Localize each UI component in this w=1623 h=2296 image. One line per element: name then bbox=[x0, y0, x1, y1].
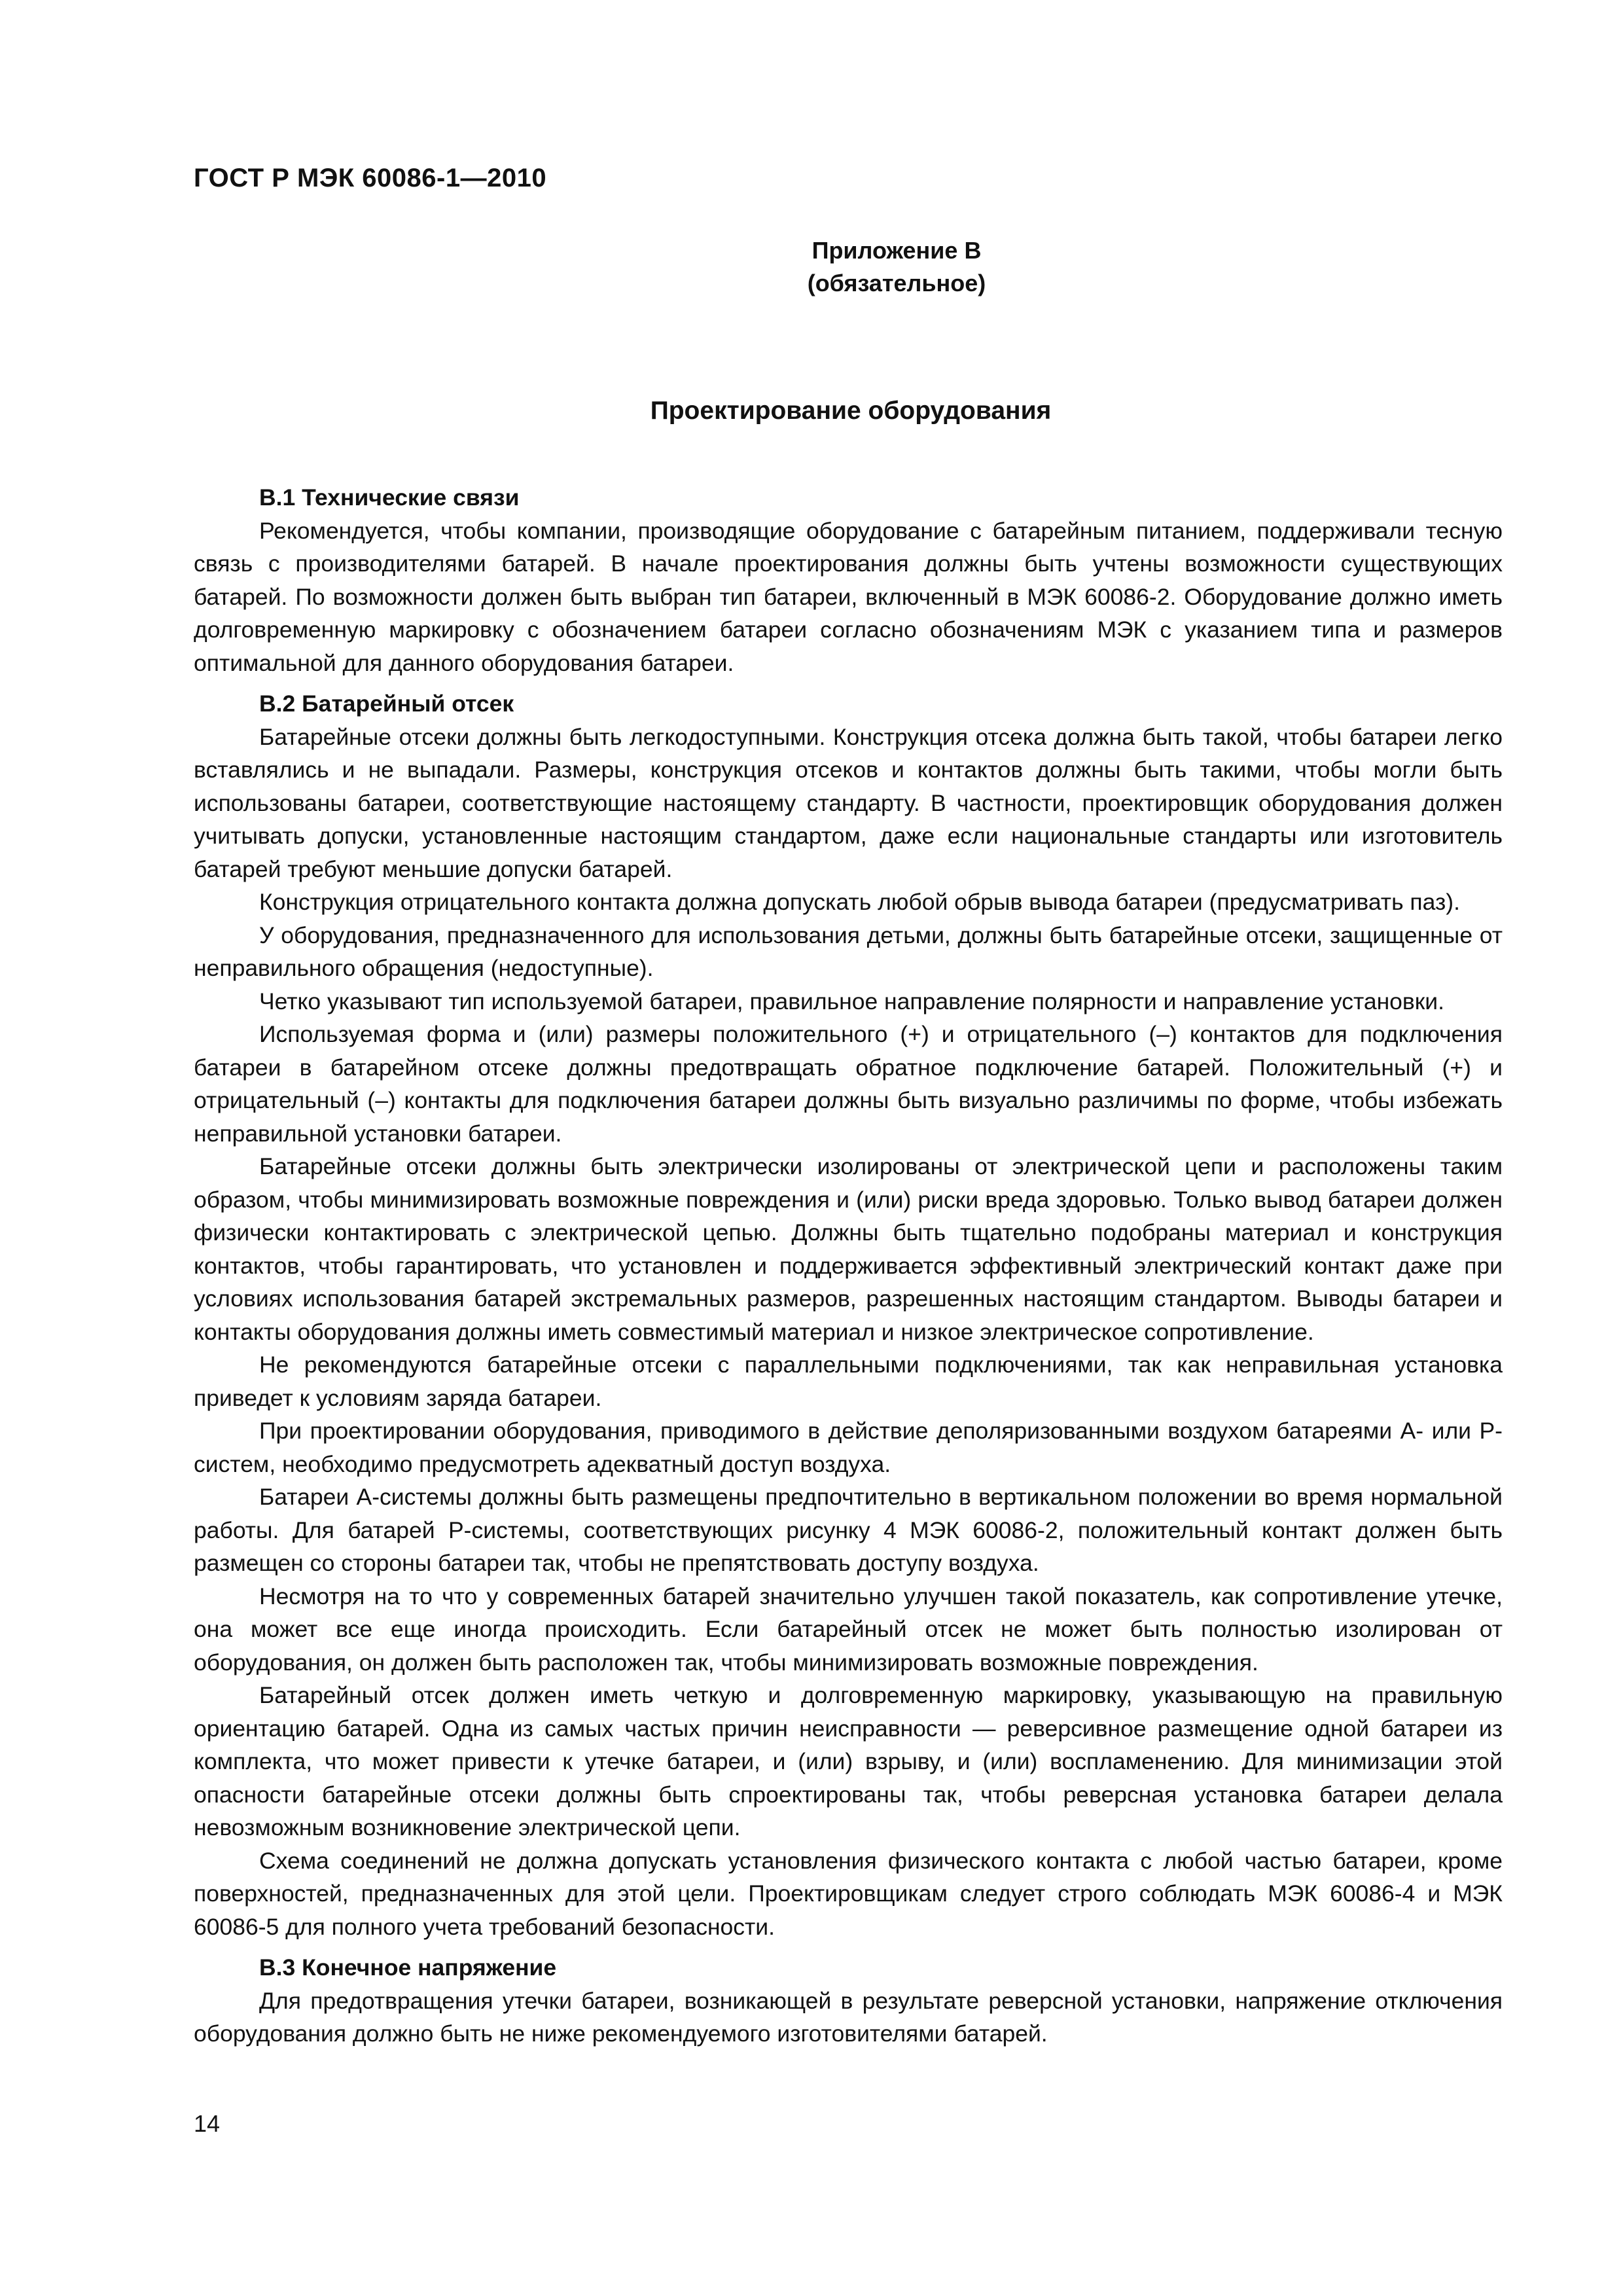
annex-status: (обязательное) bbox=[807, 270, 986, 296]
paragraph: Для предотвращения утечки батареи, возникающей в результате реверсной установки, напряжение отключения оборудования должно быть не ниже рекомендуемого изготовителями батарей. bbox=[194, 1987, 1503, 2047]
section-heading-b2: B.2 Батарейный отсек bbox=[259, 691, 514, 717]
page-number: 14 bbox=[194, 2110, 221, 2137]
paragraph: Батарейный отсек должен иметь четкую и долговременную маркировку, указывающую на правильную ориентацию батарей. Одна из самых частых причин неисправности — реверсивное размещение одной батареи из комплекта, что может привести к утечке батареи, и (или) взрыву, и (или) воспламенению. Для минимизации этой опасности батарейные отсеки должны быть спроектированы так, чтобы реверсная установка батареи делала невозможным возникновение электрической цепи. bbox=[194, 1682, 1503, 1840]
annex-label: Приложение B bbox=[812, 237, 982, 264]
paragraph: Батарейные отсеки должны быть электрически изолированы от электрической цепи и расположены таким образом, чтобы минимизировать возможные повреждения и (или) риски вреда здоровью. Только вывод батареи должен физически контактировать с электрической цепью. Должны быть тщательно подобраны материал и конструкция контактов, чтобы гарантировать, что установлен и поддерживается эффективный электрический контакт даже при условиях использования батарей экстремальных размеров, разрешенных настоящим стандартом. Выводы батареи и контакты оборудования должны иметь совместимый материал и низкое электрическое сопротивление. bbox=[194, 1153, 1503, 1345]
section-heading-b3: B.3 Конечное напряжение bbox=[259, 1954, 557, 1981]
paragraph: Рекомендуется, чтобы компании, производящие оборудование с батарейным питанием, поддерживали тесную связь с производителями батарей. В начале проектирования должны быть учтены возможности существующих батарей. По возможности должен быть выбран тип батареи, включенный в МЭК 60086-2. Оборудование должно иметь долговременную маркировку с обозначением батареи согласно обозначениям МЭК с указанием типа и размеров оптимальной для данного оборудования батареи. bbox=[194, 517, 1503, 676]
annex-title: Проектирование оборудования bbox=[650, 397, 1052, 425]
paragraph: У оборудования, предназначенного для использования детьми, должны быть батарейные отсеки, защищенные от неправильного обращения (недоступные). bbox=[194, 922, 1503, 981]
paragraph: Четко указывают тип используемой батареи, правильное направление полярности и направление установки. bbox=[259, 988, 1445, 1014]
section-heading-b1: B.1 Технические связи bbox=[259, 484, 520, 511]
paragraph: Батарейные отсеки должны быть легкодоступными. Конструкция отсека должна быть такой, чтобы батареи легко вставлялись и не выпадали. Размеры, конструкция отсеков и контактов должны быть такими, чтобы могли быть использованы батареи, соответствующие настоящему стандарту. В частности, проектировщик оборудования должен учитывать допуски, установленные настоящим стандартом, даже если национальные стандарты или изготовитель батарей требуют меньшие допуски батарей. bbox=[194, 723, 1503, 882]
paragraph: Не рекомендуются батарейные отсеки с параллельными подключениями, так как неправильная установка приведет к условиям заряда батареи. bbox=[194, 1352, 1503, 1411]
standard-header: ГОСТ Р МЭК 60086-1—2010 bbox=[194, 164, 547, 192]
paragraph: При проектировании оборудования, приводимого в действие деполяризованными воздухом батареями A- или P-систем, необходимо предусмотреть адекватный доступ воздуха. bbox=[194, 1418, 1503, 1477]
paragraph: Конструкция отрицательного контакта должна допускать любой обрыв вывода батареи (предусматривать паз). bbox=[259, 889, 1460, 915]
paragraph: Схема соединений не должна допускать установления физического контакта с любой частью батареи, кроме поверхностей, предназначенных для этой цели. Проектировщикам следует строго соблюдать МЭК 60086-4 и МЭК 60086-5 для полного учета требований безопасности. bbox=[194, 1847, 1503, 1940]
annex-heading bbox=[0, 234, 1623, 300]
document-body bbox=[194, 481, 1503, 2051]
paragraph: Батареи A-системы должны быть размещены предпочтительно в вертикальном положении во время нормальной работы. Для батарей P-системы, соответствующих рисунку 4 МЭК 60086-2, положительный контакт должен быть размещен со стороны батареи так, чтобы не препятствовать доступу воздуха. bbox=[194, 1484, 1503, 1576]
paragraph: Несмотря на то что у современных батарей значительно улучшен такой показатель, как сопротивление утечке, она может все еще иногда происходить. Если батарейный отсек не может быть полностью изолирован от оборудования, он должен быть расположен так, чтобы минимизировать возможные повреждения. bbox=[194, 1583, 1503, 1676]
paragraph: Используемая форма и (или) размеры положительного (+) и отрицательного (–) контактов для подключения батареи в батарейном отсеке должны предотвращать обратное подключение батарей. Положительный (+) и отрицательный (–) контакты для подключения батареи должны быть визуально различимы по форме, чтобы избежать неправильной установки батареи. bbox=[194, 1021, 1503, 1147]
